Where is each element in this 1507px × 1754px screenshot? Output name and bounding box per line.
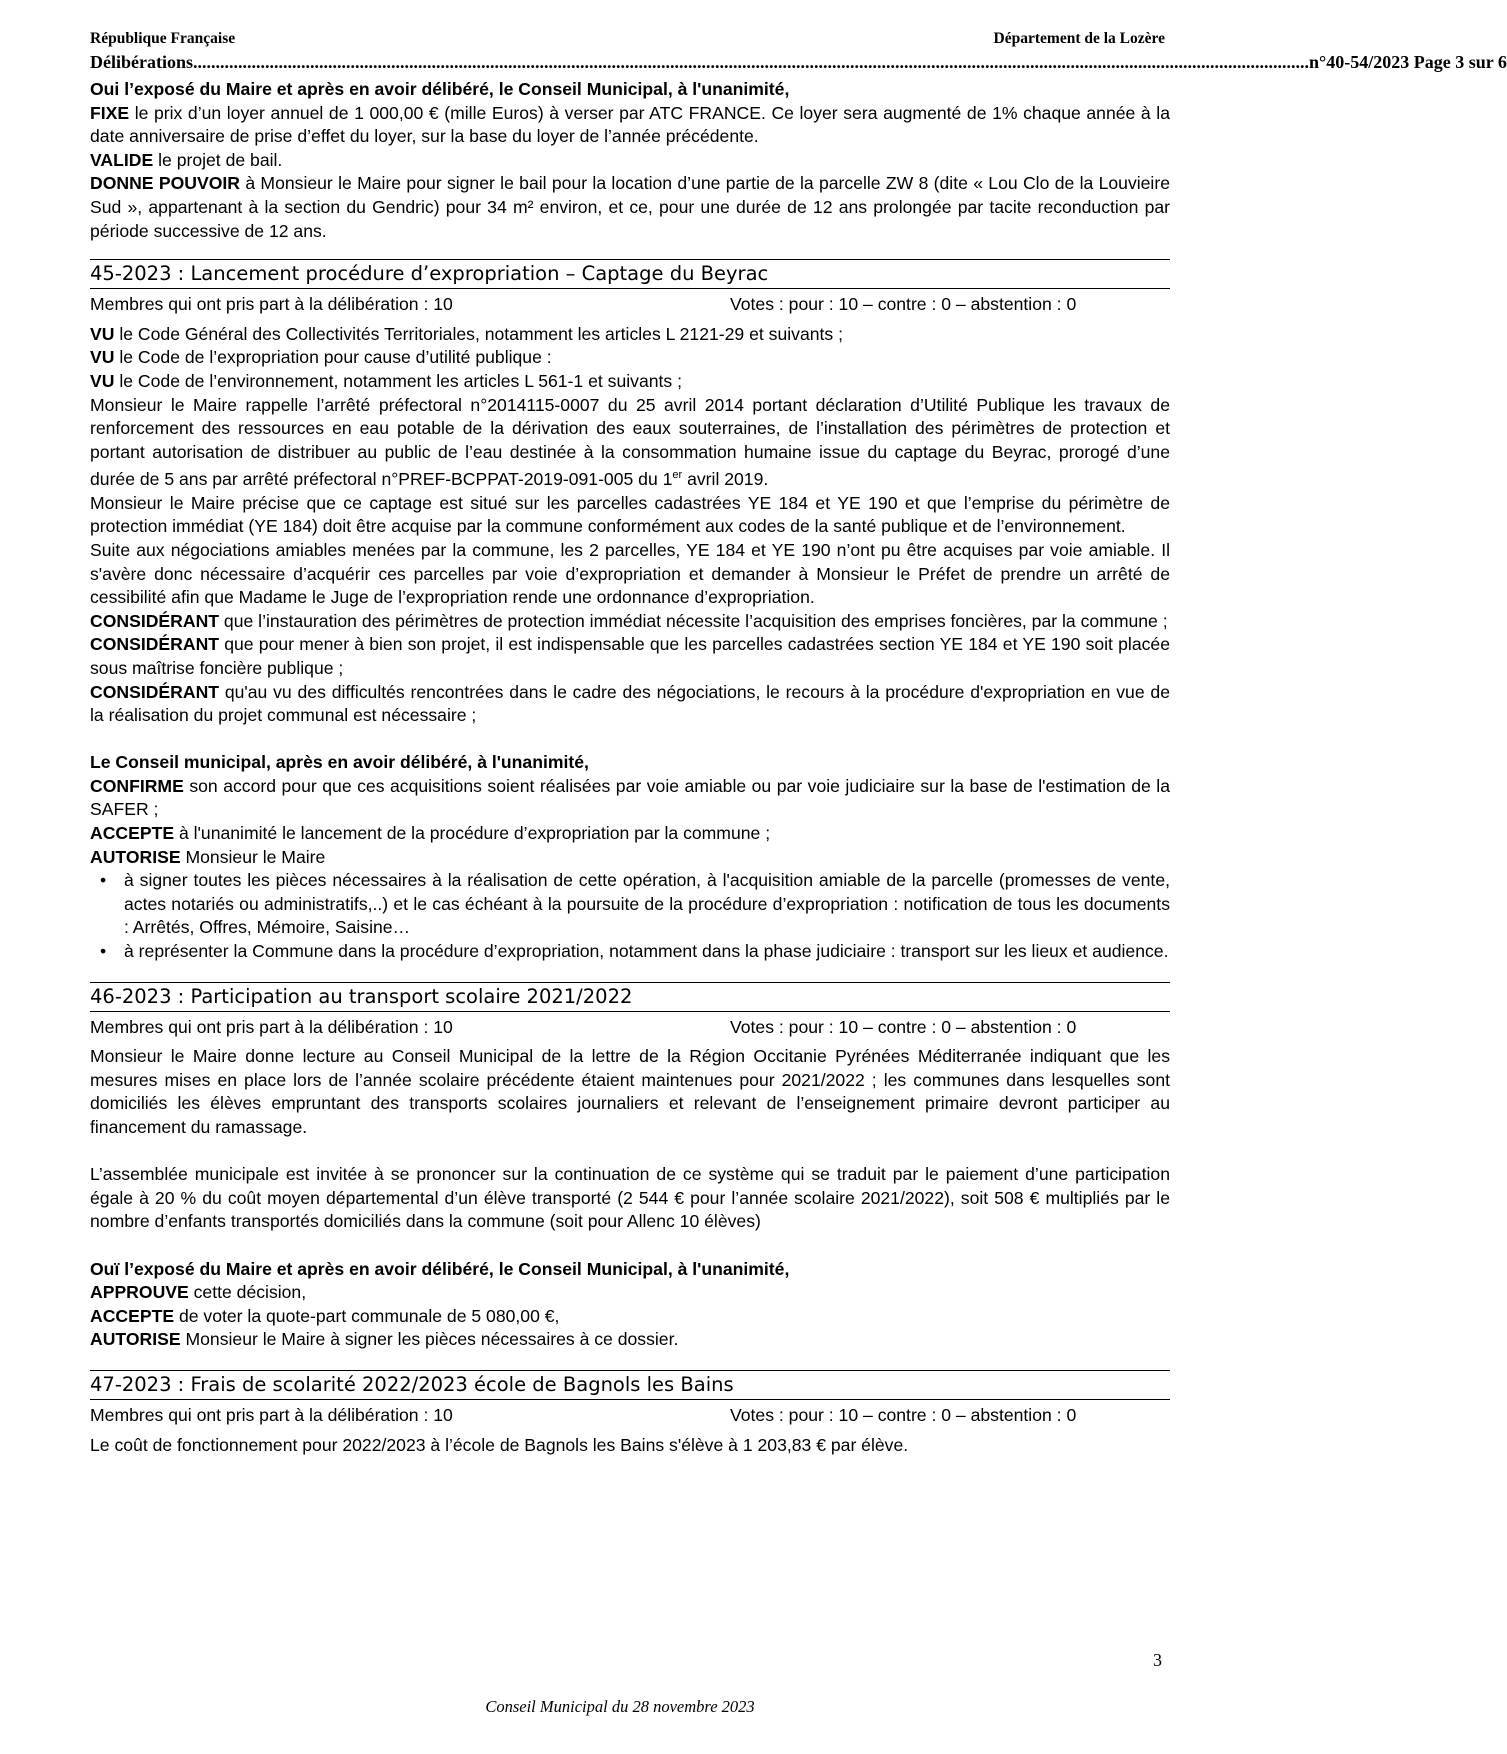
autorise-text: Monsieur le Maire <box>180 846 326 867</box>
approuve-keyword: APPROUVE <box>90 1282 189 1303</box>
fixe-keyword: FIXE <box>90 102 130 123</box>
section-45-accepte <box>90 822 1170 846</box>
header-departement: Département de la Lozère <box>993 30 1165 47</box>
vu-text: le Code Général des Collectivités Territoriales, notamment les articles L 2121-29 et suivants ; <box>114 323 843 344</box>
section-45-paragraph-1 <box>90 394 1170 492</box>
donne-text: à Monsieur le Maire pour signer le bail pour la location d’une partie de la parcelle ZW 8 (dite « Lou Clo de la Louvieire Sud », appartenant à la section du Gendric) pour 34 m² environ, et ce, pour une durée de 12 ans prolongée par tacite reconduction par période successive de 12 ans. <box>90 173 1170 241</box>
section-46-autorise <box>90 1328 1170 1352</box>
considerant-text: qu'au vu des difficultés rencontrées dans le cadre des négociations, le recours à la procédure d'expropriation en vue de la réalisation du projet communal est nécessaire ; <box>90 681 1170 726</box>
approuve-text: cette décision, <box>188 1282 307 1303</box>
intro-donne-paragraph <box>90 172 1170 243</box>
confirme-keyword: CONFIRME <box>90 775 184 796</box>
page-number: 3 <box>1153 1650 1162 1670</box>
section-46-paragraph-1: Monsieur le Maire donne lecture au Conseil Municipal de la lettre de la Région Occitanie Pyrénées Méditerranée indiquant que les mesures mises en place lors de l’année scolaire précédente étaient maintenues pour 2021/2022 ; les communes dans lesquelles sont domiciliés les élèves empruntant des transports scolaires journaliers et relevant de l’enseignement primaire devront participer au financement du ramassage. <box>90 1046 1170 1138</box>
donne-keyword: DONNE POUVOIR <box>90 173 240 194</box>
considerant-keyword: CONSIDÉRANT <box>90 610 220 631</box>
intro-decision-heading: Oui l’exposé du Maire et après en avoir délibéré, le Conseil Municipal, à l'unanimité, <box>90 79 790 99</box>
paragraph-text: Monsieur le Maire rappelle l’arrêté préfectoral n°2014115-0007 du 25 avril 2014 portant déclaration d’Utilité Publique les travaux de renforcement des ressources en eau potable de la dérivation des eaux souterraines, de l’installation des périmètres de protection et portant autorisation de distribuer au public de l’eau destinée à la consommation humaine issue du captage du Beyrac, prorogé d’une durée de 5 ans par arrêté préfectoral n°PREF-BCPPAT-2019-091-005 du 1 <box>90 394 1170 490</box>
section-46-members: Membres qui ont pris part à la délibération : 10 <box>90 1016 453 1037</box>
section-45-members: Membres qui ont pris part à la délibération : 10 <box>90 294 453 315</box>
section-45-considerant-1 <box>90 610 1170 634</box>
section-45-title: 45-2023 : Lancement procédure d’expropriation – Captage du Beyrac <box>90 259 1170 289</box>
section-47-members: Membres qui ont pris part à la délibération : 10 <box>90 1404 453 1425</box>
considerant-text: que l’instauration des périmètres de protection immédiat nécessite l’acquisition des emprises foncières, par la commune ; <box>219 610 1168 631</box>
section-47-paragraph-1: Le coût de fonctionnement pour 2022/2023 à l’école de Bagnols les Bains s'élève à 1 203,83 € par élève. <box>90 1434 909 1455</box>
bullet-icon: • <box>100 941 107 962</box>
section-47-members-row <box>90 1404 1170 1428</box>
considerant-text: que pour mener à bien son projet, il est indispensable que les parcelles cadastrées section YE 184 et YE 190 soit placée sous maîtrise foncière publique ; <box>90 634 1170 678</box>
autorise-keyword: AUTORISE <box>90 1329 181 1350</box>
vu-text: le Code de l’environnement, notamment les articles L 561-1 et suivants ; <box>114 370 682 391</box>
intro-fixe-paragraph <box>90 102 1170 149</box>
list-item-text: à signer toutes les pièces nécessaires à la réalisation de cette opération, à l'acquisition amiable de la parcelle (promesses de vente, actes notariés ou administratifs,..) et le cas échéant à la poursuite de la procédure d’expropriation : notification de tous les documents : Arrêtés, Offres, Mémoire, Saisine… <box>124 870 1170 938</box>
confirme-text: son accord pour que ces acquisitions soient réalisées par voie amiable ou par voie judiciaire sur la base de l'estimation de la SAFER ; <box>90 775 1170 820</box>
bullet-icon: • <box>100 870 107 891</box>
paragraph-text: avril 2019. <box>682 469 769 490</box>
header-republique: République Française <box>90 30 236 47</box>
accepte-keyword: ACCEPTE <box>90 1305 175 1326</box>
section-45-vu-3 <box>90 370 1170 394</box>
section-45-decision-heading: Le Conseil municipal, après en avoir délibéré, à l'unanimité, <box>90 752 589 773</box>
accepte-text: de voter la quote-part communale de 5 080,00 €, <box>174 1305 560 1326</box>
section-45-paragraph-3: Suite aux négociations amiables menées par la commune, les 2 parcelles, YE 184 et YE 190 n’ont pu être acquises par voie amiable. Il s'avère donc nécessaire d’acquérir ces parcelles par voie d’expropriation et demander à Monsieur le Préfet de prendre un arrêté de cessibilité afin que Madame le Juge de l’expropriation rende une ordonnance d’expropriation. <box>90 539 1170 608</box>
section-45-considerant-3 <box>90 681 1170 728</box>
accepte-text: à l'unanimité le lancement de la procédure d’expropriation par la commune ; <box>174 823 771 844</box>
section-46-members-row <box>90 1016 1170 1040</box>
vu-text: le Code de l’expropriation pour cause d’utilité publique : <box>114 347 552 368</box>
section-45-bullet-list <box>90 869 1170 963</box>
section-46-approuve <box>90 1281 1170 1305</box>
section-45-confirme <box>90 775 1170 822</box>
section-45-paragraph-2: Monsieur le Maire précise que ce captage est situé sur les parcelles cadastrées YE 184 et YE 190 et que l’emprise du périmètre de protection immédiat (YE 184) doit être acquise par la commune conformément aux codes de la santé publique et de l’environnement. <box>90 492 1170 537</box>
considerant-keyword: CONSIDÉRANT <box>90 634 220 655</box>
section-47-votes: Votes : pour : 10 – contre : 0 – abstention : 0 <box>730 1404 1077 1425</box>
section-45-considerant-2 <box>90 633 1170 680</box>
autorise-text: Monsieur le Maire à signer les pièces nécessaires à ce dossier. <box>180 1329 679 1350</box>
section-45-votes: Votes : pour : 10 – contre : 0 – abstention : 0 <box>730 294 1077 315</box>
section-45-autorise <box>90 846 1170 870</box>
valide-text: le projet de bail. <box>153 149 283 170</box>
section-45-members-row <box>90 293 1170 317</box>
list-item <box>90 940 1170 964</box>
spacer <box>90 1140 1170 1164</box>
section-46-decision-heading: Ouï l’exposé du Maire et après en avoir délibéré, le Conseil Municipal, à l'unanimité, <box>90 1258 790 1279</box>
section-46-accepte <box>90 1305 1170 1329</box>
vu-keyword: VU <box>90 347 115 368</box>
header-dot-leader: ........................................................................................................................................................................................................................................................ <box>193 52 1309 72</box>
header-deliberations-line <box>90 52 1507 73</box>
section-47-title: 47-2023 : Frais de scolarité 2022/2023 école de Bagnols les Bains <box>90 1370 1170 1400</box>
list-item-text: à représenter la Commune dans la procédure d’expropriation, notamment dans la phase judiciaire : transport sur les lieux et audience. <box>124 941 1169 962</box>
header-reference: n°40-54/2023 Page 3 sur 6 <box>1309 52 1507 72</box>
spacer <box>90 728 1170 752</box>
intro-valide-paragraph <box>90 149 1170 173</box>
page-footer: Conseil Municipal du 28 novembre 2023 <box>485 1697 755 1716</box>
fixe-text: le prix d’un loyer annuel de 1 000,00 € (mille Euros) à verser par ATC FRANCE. Ce loyer sera augmenté de 1% chaque année à la date anniversaire de prise d’effet du loyer, sur la base du loyer de l’année précédente. <box>90 102 1170 147</box>
main-content <box>90 78 1170 1457</box>
list-item <box>90 869 1170 940</box>
section-45-vu-2 <box>90 346 1170 370</box>
considerant-keyword: CONSIDÉRANT <box>90 681 220 702</box>
section-46-title: 46-2023 : Participation au transport scolaire 2021/2022 <box>90 982 1170 1012</box>
valide-keyword: VALIDE <box>90 149 154 170</box>
header-deliberations-label: Délibérations <box>90 52 193 72</box>
spacer <box>90 1234 1170 1258</box>
vu-keyword: VU <box>90 370 115 391</box>
autorise-keyword: AUTORISE <box>90 846 181 867</box>
accepte-keyword: ACCEPTE <box>90 823 175 844</box>
superscript: er <box>672 469 683 482</box>
vu-keyword: VU <box>90 323 115 344</box>
section-45-vu-1 <box>90 323 1170 347</box>
section-46-paragraph-2: L’assemblée municipale est invitée à se prononcer sur la continuation de ce système qui se traduit par le paiement d’une participation égale à 20 % du coût moyen départemental d’un élève transporté (2 544 € pour l’année scolaire 2021/2022), soit 508 € multipliés par le nombre d’enfants transportés domiciliés dans la commune (soit pour Allenc 10 élèves) <box>90 1164 1170 1232</box>
section-46-votes: Votes : pour : 10 – contre : 0 – abstention : 0 <box>730 1016 1077 1037</box>
